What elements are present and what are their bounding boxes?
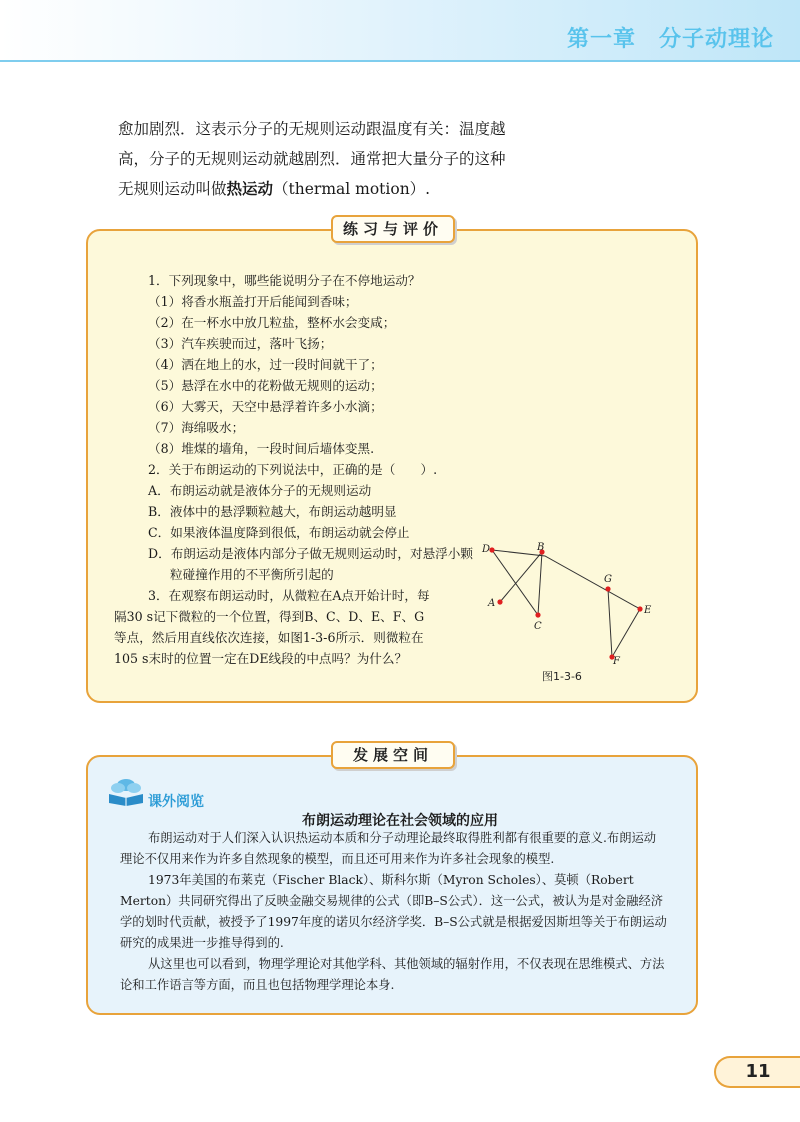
label-e: E (644, 605, 652, 616)
intro-line: 高，分子的无规则运动就越剧烈．通常把大量分子的这种 (118, 150, 506, 168)
intro-line (118, 174, 538, 204)
point-a (497, 599, 502, 604)
development-tab: 发展空间 (331, 741, 455, 769)
exercise-line: 1．下列现象中，哪些能说明分子在不停地运动？ (148, 273, 421, 288)
figure-caption: 图1-3-6 (542, 670, 582, 683)
option-d: D．布朗运动是液体内部分子做无规则运动时，对悬浮小颗粒碰撞作用的不平衡所引起的 (148, 546, 473, 582)
chapter-title: 第一章 分子动理论 (566, 27, 774, 52)
exercise-line: （5）悬浮在水中的花粉做无规则的运动； (148, 378, 383, 393)
point-g (605, 586, 610, 591)
point-e (637, 606, 642, 611)
option-c: C．如果液体温度降到很低，布朗运动就会停止 (148, 525, 410, 540)
exercise-line: 2．关于布朗运动的下列说法中，正确的是（ ）. (148, 462, 438, 477)
option-a: A．布朗运动就是液体分子的无规则运动 (148, 483, 372, 498)
exercise-questions (114, 270, 478, 669)
reading-title: 布朗运动理论在社会领域的应用 (302, 813, 498, 829)
intro-text-segment: 无规则运动叫做 (118, 180, 227, 198)
exercise-line: （7）海绵吸水； (148, 420, 245, 435)
exercise-tab: 练习与评价 (331, 215, 455, 243)
key-term: 热运动 (226, 179, 274, 198)
exercise-line: （6）大雾天，天空中悬浮着许多小水滴； (148, 399, 383, 414)
exercise-line: （4）洒在地上的水，过一段时间就干了； (148, 357, 383, 372)
label-a: A (488, 598, 496, 609)
point-c (535, 612, 540, 617)
question-3: 3．在观察布朗运动时，从微粒在A点开始计时，每隔30 s记下微粒的一个位置，得到B、C、D、E、F、G等点，然后用直线依次连接，如图1-3-6所示．则微粒在105 s末时的位置一定在DE线段的中点吗？为什么？ (114, 588, 430, 666)
brownian-path-figure (480, 540, 660, 665)
point-d (489, 547, 494, 552)
intro-text-segment: （thermal motion）. (273, 180, 431, 198)
intro-text (118, 114, 538, 204)
exercise-line: （8）堆煤的墙角，一段时间后墙体变黑. (148, 441, 375, 456)
label-c: C (534, 621, 542, 632)
reading-paragraph: 1973年美国的布莱克（Fischer Black）、斯科尔斯（Myron Scholes）、莫顿（Robert Merton）共同研究得出了反映金融交易规律的公式（即B–S公式）．这一公式，被认为是对金融经济学的划时代贡献，被授予了1997年度的诺贝尔经济学奖．B–S公式就是根据爱因斯坦等关于布朗运动研究的成果进一步推导得到的. (120, 873, 667, 950)
reading-paragraph: 布朗运动对于人们深入认识热运动本质和分子动理论最终取得胜利都有很重要的意义.布朗运动理论不仅用来作为许多自然现象的模型，而且还可用来作为许多社会现象的模型. (120, 831, 657, 866)
reading-paragraph: 从这里也可以看到，物理学理论对其他学科、其他领域的辐射作用，不仅表现在思维模式、方法论和工作语言等方面，而且也包括物理学理论本身. (120, 957, 665, 992)
book-icon (106, 776, 146, 806)
exercise-line: （2）在一杯水中放几粒盐，整杯水会变咸； (148, 315, 396, 330)
path-line (492, 550, 640, 657)
option-b: B．液体中的悬浮颗粒越大，布朗运动越明显 (148, 504, 397, 519)
exercise-line: （3）汽车疾驶而过，落叶飞扬； (148, 336, 333, 351)
header-divider (0, 60, 800, 62)
label-b: B (537, 542, 545, 553)
reading-label: 课外阅览 (148, 794, 204, 810)
intro-line: 愈加剧烈．这表示分子的无规则运动跟温度有关：温度越 (118, 120, 506, 138)
label-g: G (604, 574, 612, 585)
label-f: F (613, 656, 620, 665)
page-number: 11 (714, 1056, 800, 1088)
reading-text (120, 828, 668, 996)
label-d: D (482, 544, 491, 555)
exercise-line: （1）将香水瓶盖打开后能闻到香味； (148, 294, 358, 309)
